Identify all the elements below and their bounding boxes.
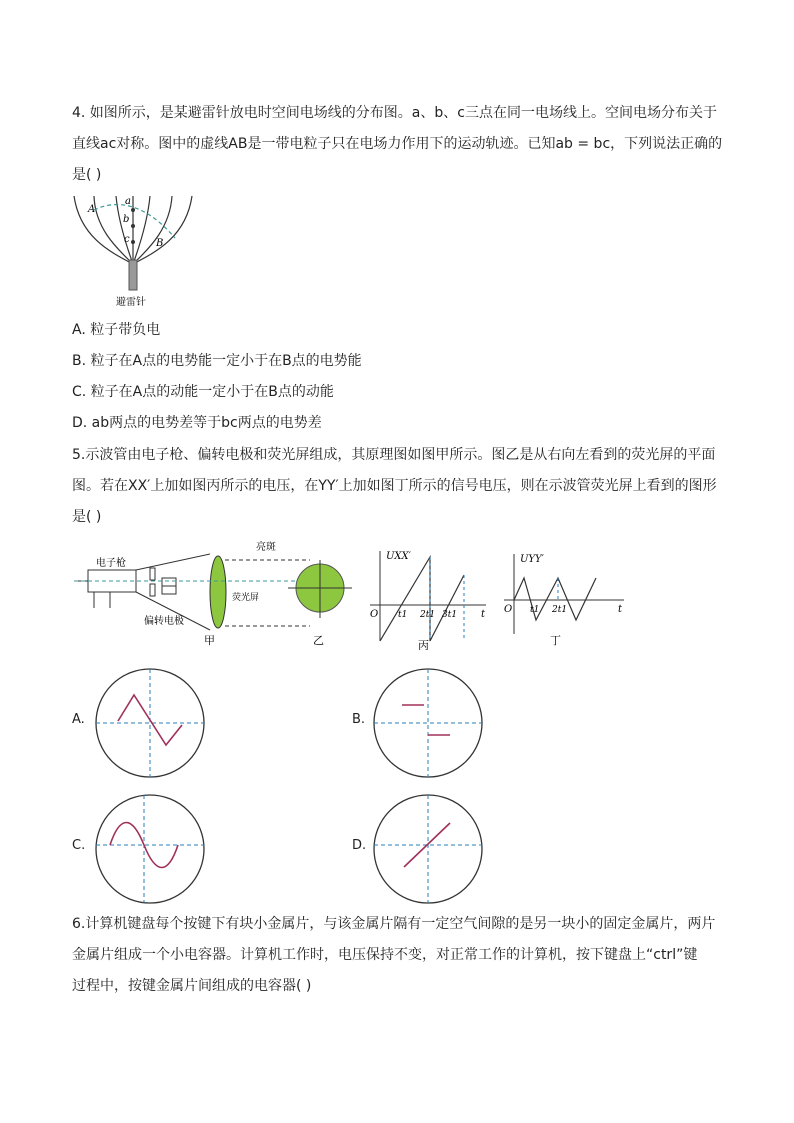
q4-label-A: A xyxy=(88,204,96,215)
q4-option-a[interactable]: A. 粒子带负电 xyxy=(72,322,161,338)
q4-caption: 避雷针 xyxy=(116,297,146,308)
q5-bing-tick3: 3t1 xyxy=(442,610,458,620)
q5-ding-tick2: 2t1 xyxy=(552,605,568,615)
q5-figure-jia-yi xyxy=(70,538,360,650)
q4-option-b[interactable]: B. 粒子在A点的电势能一定小于在B点的电势能 xyxy=(72,353,362,369)
q5-ding-tick1: t1 xyxy=(530,605,540,615)
q4-text-line3: 是( ) xyxy=(72,167,102,183)
q5-choice-a-label[interactable]: A. xyxy=(72,712,85,727)
q5-caption-bing: 丙 xyxy=(418,639,429,650)
q5-text-line3: 是( ) xyxy=(72,509,102,525)
q5-ding-ylabel: UYY′ xyxy=(520,554,544,565)
q5-bing-tick1: t1 xyxy=(398,610,408,620)
q5-figure-ding xyxy=(500,548,630,648)
q5-label-spot: 亮斑 xyxy=(256,542,276,553)
q5-label-gun: 电子枪 xyxy=(96,558,126,569)
q5-choice-d-screen[interactable] xyxy=(370,793,486,905)
q5-label-screen: 荧光屏 xyxy=(232,593,260,603)
q5-choice-b-label[interactable]: B. xyxy=(352,712,366,727)
q5-ding-xlabel: t xyxy=(618,604,623,615)
q5-caption-jia: 甲 xyxy=(204,634,215,647)
q5-caption-yi: 乙 xyxy=(313,634,324,647)
q5-choice-d-label[interactable]: D. xyxy=(352,838,367,853)
q6-text-line2: 金属片组成一个小电容器。计算机工作时，电压保持不变，对正常工作的计算机，按下键盘上“ctrl”键 xyxy=(72,947,698,963)
q4-field-figure xyxy=(70,192,200,310)
q5-caption-ding: 丁 xyxy=(550,634,561,647)
q4-option-c[interactable]: C. 粒子在A点的动能一定小于在B点的动能 xyxy=(72,384,334,400)
q5-bing-tick2: 2t1 xyxy=(420,610,436,620)
q5-choice-b-screen[interactable] xyxy=(370,667,486,779)
q4-label-b: b xyxy=(123,214,130,225)
q6-text-line3: 过程中，按键金属片间组成的电容器( ) xyxy=(72,978,312,994)
q4-label-c: c xyxy=(124,234,130,245)
q4-text-line2: 直线ac对称。图中的虚线AB是一带电粒子只在电场力作用下的运动轨迹。已知ab = bc，下列说法正确的 xyxy=(72,136,723,152)
q5-ding-origin: O xyxy=(504,604,513,615)
q5-choice-a-screen[interactable] xyxy=(92,667,208,779)
q4-label-B: B xyxy=(156,238,164,249)
q4-label-a: a xyxy=(125,196,131,207)
q5-bing-origin: O xyxy=(370,609,379,620)
q5-choice-c-label[interactable]: C. xyxy=(72,838,86,853)
q5-choice-c-screen[interactable] xyxy=(92,793,208,905)
q5-figure-bing xyxy=(368,545,493,650)
q5-text-line1: 5.示波管由电子枪、偏转电极和荧光屏组成，其原理图如图甲所示。图乙是从右向左看到的荧光屏的平面 xyxy=(72,447,716,463)
q4-text-line1: 4. 如图所示，是某避雷针放电时空间电场线的分布图。a、b、c三点在同一电场线上。空间电场分布关于 xyxy=(72,105,717,121)
q4-option-d[interactable]: D. ab两点的电势差等于bc两点的电势差 xyxy=(72,415,322,431)
q5-bing-ylabel: UXX′ xyxy=(386,551,411,562)
q5-bing-xlabel: t xyxy=(481,609,486,620)
q6-text-line1: 6.计算机键盘每个按键下有块小金属片，与该金属片隔有一定空气间隙的是另一块小的固定金属片，两片 xyxy=(72,916,716,932)
q5-label-plates: 偏转电极 xyxy=(144,616,184,627)
q5-text-line2: 图。若在XX′上加如图丙所示的电压，在YY′上加如图丁所示的信号电压，则在示波管荧光屏上看到的图形 xyxy=(72,478,717,494)
